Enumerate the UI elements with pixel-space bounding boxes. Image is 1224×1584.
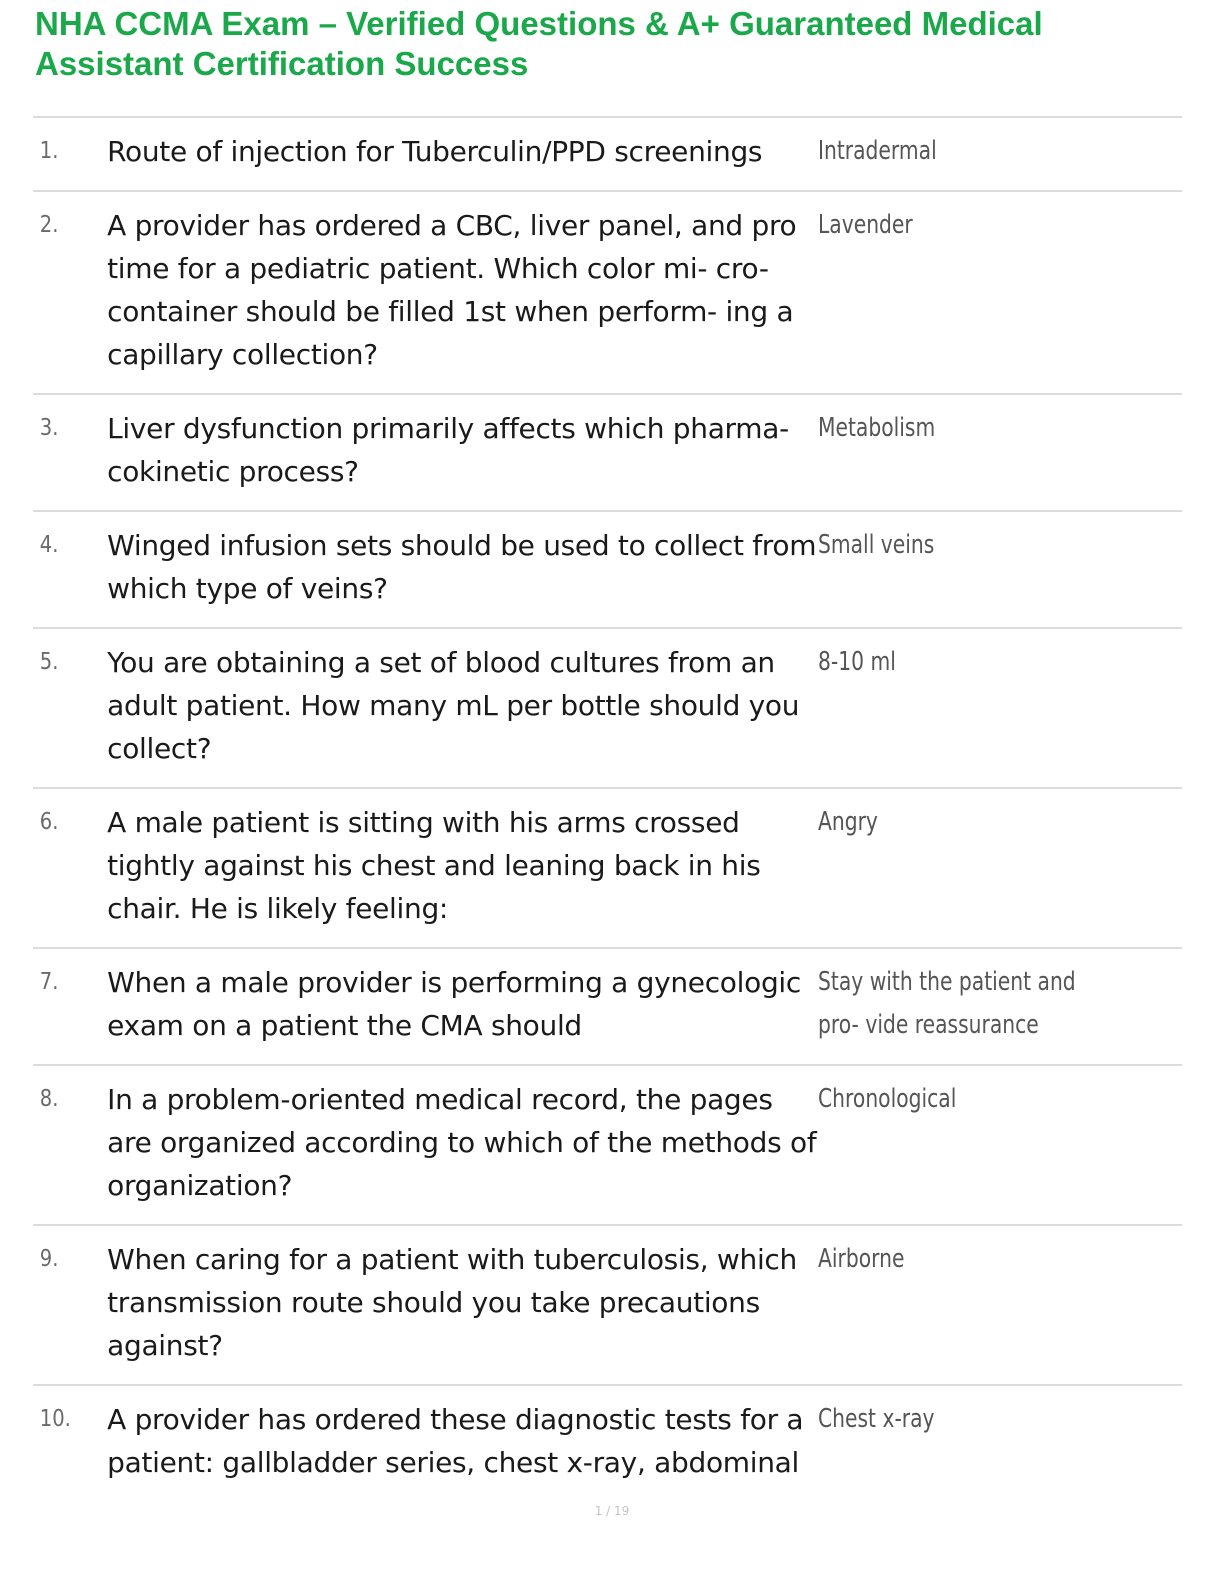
question-text: You are obtaining a set of blood cultures from an adult patient. How many mL per bottle should you collect?	[107, 646, 800, 765]
question-list	[33, 116, 1182, 1501]
question-text: In a problem-oriented medical record, the pages are organized according to which of the methods of organization?	[107, 1083, 817, 1202]
question-text: Winged infusion sets should be used to collect from which type of veins?	[107, 529, 817, 605]
question-number: 2.	[39, 212, 59, 238]
answer-text: Chest x-ray	[817, 1404, 935, 1434]
answer-text: Airborne	[817, 1244, 905, 1274]
answer-text: 8-10 ml	[817, 647, 896, 677]
question-number: 9.	[39, 1246, 59, 1272]
answer-text: Lavender	[817, 210, 913, 240]
document-title: NHA CCMA Exam – Verified Questions & A+ Guaranteed Medical Assistant Certification Success	[35, 5, 1043, 82]
answer-text: Intradermal	[817, 136, 937, 166]
page-number: 1 / 19	[594, 1504, 630, 1518]
answer-text: Stay with the patient and pro- vide reassurance	[817, 967, 1076, 1040]
question-number: 10.	[39, 1406, 71, 1432]
question-number: 1.	[39, 138, 59, 164]
question-text: Route of injection for Tuberculin/PPD screenings	[107, 135, 763, 168]
question-number: 8.	[39, 1086, 59, 1112]
answer-text: Metabolism	[817, 413, 936, 443]
answer-text: Angry	[817, 807, 878, 837]
question-text: When a male provider is performing a gynecologic exam on a patient the CMA should	[107, 966, 801, 1042]
answer-text: Small veins	[817, 530, 935, 560]
question-text: A provider has ordered these diagnostic tests for a patient: gallbladder series, chest x-ray, abdominal	[107, 1403, 804, 1479]
question-text: When caring for a patient with tuberculosis, which transmission route should you take precautions against?	[107, 1243, 797, 1362]
question-text: Liver dysfunction primarily affects which pharma- cokinetic process?	[107, 412, 789, 488]
question-item	[33, 1226, 1182, 1386]
question-item	[33, 192, 1182, 395]
question-number: 5.	[39, 649, 59, 675]
question-text: A male patient is sitting with his arms crossed tightly against his chest and leaning back in his chair. He is likely feeling:	[107, 806, 761, 925]
question-item	[33, 118, 1182, 192]
question-item	[33, 789, 1182, 949]
question-item	[33, 512, 1182, 629]
answer-text: Chronological	[817, 1084, 957, 1114]
question-item	[33, 395, 1182, 512]
question-item	[33, 1066, 1182, 1226]
question-item	[33, 949, 1182, 1066]
question-text: A provider has ordered a CBC, liver panel, and pro time for a pediatric patient. Which color mi- cro-container should be filled 1st when perform- ing a capillary collection?	[107, 209, 797, 371]
question-number: 7.	[39, 969, 59, 995]
question-number: 3.	[39, 415, 59, 441]
question-number: 4.	[39, 532, 59, 558]
question-item	[33, 629, 1182, 789]
question-number: 6.	[39, 809, 59, 835]
question-item	[33, 1386, 1182, 1501]
